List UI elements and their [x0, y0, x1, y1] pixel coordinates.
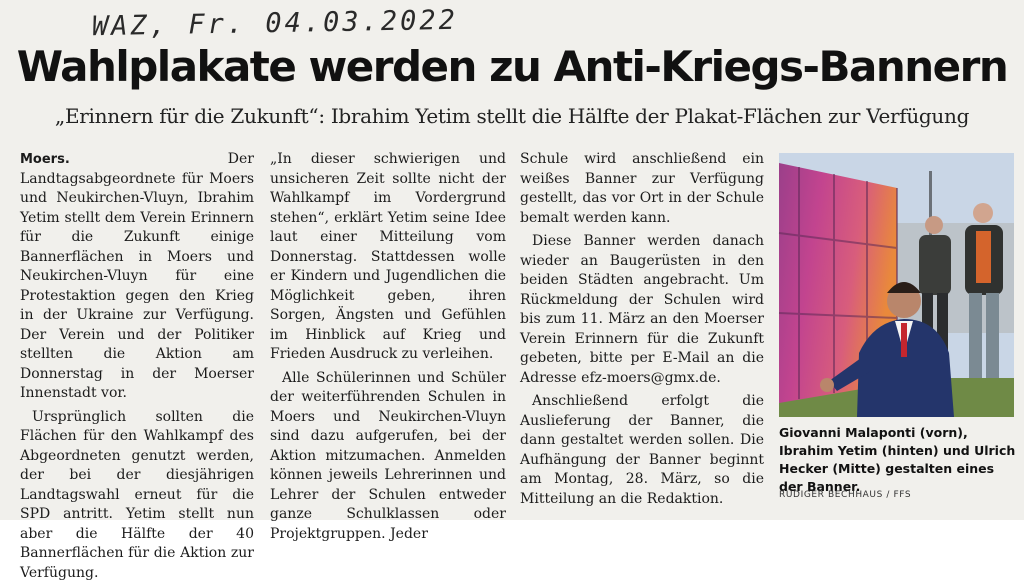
article-column-2	[270, 150, 506, 544]
paragraph	[20, 150, 254, 404]
handwritten-date-note: WAZ, Fr. 04.03.2022	[92, 5, 458, 42]
paragraph-text: Der Landtagsabgeordnete für Moers und Neukirchen-Vluyn, Ibrahim Yetim stellt dem Verein Erinnern für die Zukunft einige Bannerflächen in Moers und Neukirchen-Vluyn für eine Protestaktion gegen den Krieg in der Ukraine zur Verfügung. Der Verein und der Politiker stellten die Aktion am Donnerstag in der Moerser Innenstadt vor.	[20, 151, 254, 401]
article-headline: Wahlplakate werden zu Anti-Kriegs-Bannern	[0, 42, 1024, 91]
paragraph: Anschließend erfolgt die Auslieferung der Banner, die dann gestaltet werden sollen. Die Aufhängung der Banner beginnt am Montag, 28. März, so die Mitteilung an die Redaktion.	[520, 392, 764, 509]
article-column-3	[520, 150, 764, 509]
paragraph: Alle Schülerinnen und Schüler der weiterführenden Schulen in Moers und Neukirchen-Vluyn sind dazu aufgerufen, bei der Aktion mitzumachen. Anmelden können jeweils Lehrerinnen und Lehrer der Schulen entweder ganze Schulklassen oder Projektgruppen. Jeder	[270, 369, 506, 545]
article-photo	[779, 153, 1014, 417]
article-column-1	[20, 150, 254, 583]
paragraph: „In dieser schwierigen und unsicheren Zeit sollte nicht der Wahlkampf im Vordergrund stehen“, erklärt Yetim seine Idee laut einer Mitteilung vom Donnerstag. Stattdessen wolle er Kindern und Jugendlichen die Möglichkeit geben, ihren Sorgen, Ängsten und Gefühlen im Hinblick auf Krieg und Frieden Ausdruck zu verleihen.	[270, 150, 506, 365]
paragraph: Schule wird anschließend ein weißes Banner zur Verfügung gestellt, das vor Ort in der Schule bemalt werden kann.	[520, 150, 764, 228]
article-subheadline: „Erinnern für die Zukunft“: Ibrahim Yetim stellt die Hälfte der Plakat-Flächen zur Verfügung	[0, 104, 1024, 128]
paragraph: Ursprünglich sollten die Flächen für den Wahlkampf des Abgeordneten genutzt werden, der bei der diesjährigen Landtagswahl erneut für die SPD antritt. Yetim stellt nun aber die Hälfte der 40 Bannerflächen für die Aktion zur Verfügung.	[20, 408, 254, 583]
photo-caption: Giovanni Malaponti (vorn), Ibrahim Yetim (hinten) und Ulrich Hecker (Mitte) gestalten eines der Banner.	[779, 424, 1017, 496]
dateline: Moers.	[20, 152, 70, 167]
photo-illustration	[779, 153, 1014, 417]
photo-credit: RÜDIGER BECHHAUS / FFS	[779, 490, 1017, 500]
paragraph: Diese Banner werden danach wieder an Baugerüsten in den beiden Städten angebracht. Um Rückmeldung der Schulen wird bis zum 11. März an den Moerser Verein Erinnern für die Zukunft gebeten, bitte per E-Mail an die Adresse efz-moers@gmx.de.	[520, 232, 764, 388]
